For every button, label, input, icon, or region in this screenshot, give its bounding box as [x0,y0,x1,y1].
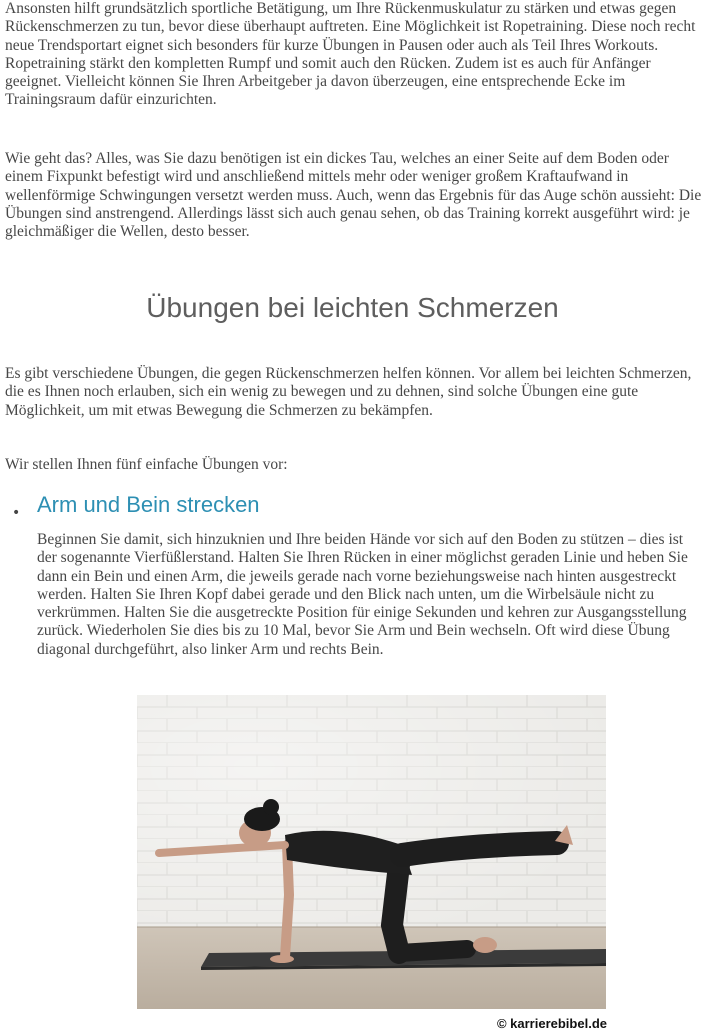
section-heading: Übungen bei leichten Schmerzen [146,292,559,323]
exercise-description: Beginnen Sie damit, sich hinzuknien und Ihre beiden Hände vor sich auf den Boden zu stützen – dies ist der sogenannte Vierfüßlerstand. Halten Sie Ihren Rücken in einer möglichst geraden Linie und heben Sie dann ein Bein und einen Arm, die jeweils gerade nach vorne beziehungsweise nach hinten ausgestreckt werden. Halten Sie Ihren Kopf dabei gerade und den Blick nach unten, um die Wirbelsäule nicht zu verkrümmen. Halten Sie die ausgetreckte Position für einige Sekunden und kehren zur Ausgangsstellung zurück. Wiederholen Sie dies bis zu 10 Mal, bevor Sie Arm und Bein wechseln. Oft wird diese Übung diagonal durchgeführt, also linker Arm und rechts Bein. [37,531,688,658]
image-credit: © karrierebibel.de [496,1016,607,1031]
exercises-intro-paragraph: Es gibt verschiedene Übungen, die gegen Rückenschmerzen helfen können. Vor allem bei leichten Schmerzen, die es Ihnen noch erlauben, sich ein wenig zu bewegen und zu dehnen, sind solche Übungen eine gute Möglichkeit, um mit etwas Bewegung die Schmerzen zu bekämpfen. [5,365,692,419]
exercise-photo [137,695,606,1009]
list-bullet: • [12,505,21,521]
exercises-lead-paragraph: Wir stellen Ihnen fünf einfache Übungen vor: [5,456,288,473]
ropetraining-paragraph: Wie geht das? Alles, was Sie dazu benötigen ist ein dickes Tau, welches an einer Seite auf dem Boden oder einem Fixpunkt befestigt wird und anschließend mittels mehr oder weniger großem Kraftaufwand in wellenförmige Schwingungen versetzt werden muss. Auch, wenn das Ergebnis für das Auge schön aussieht: Die Übungen sind anstrengend. Allerdings lässt sich auch genau sehen, ob das Training korrekt ausgeführt wird: je gleichmäßiger die Wellen, desto besser. [5,150,702,241]
exercise-heading: Arm und Bein strecken [37,492,260,517]
intro-paragraph: Ansonsten hilft grundsätzlich sportliche Betätigung, um Ihre Rückenmuskulatur zu stärken und etwas gegen Rückenschmerzen zu tun, bevor diese überhaupt auftreten. Eine Möglichkeit ist Ropetraining. Diese noch recht neue Trendsportart eignet sich besonders für kurze Übungen in Pausen oder auch als Teil Ihres Workouts. Ropetraining stärkt den kompletten Rumpf und somit auch den Rücken. Zudem ist es auch für Anfänger geeignet. Vielleicht können Sie Ihren Arbeitgeber ja davon überzeugen, eine entsprechende Ecke im Trainingsraum dafür einzurichten. [5,0,696,109]
